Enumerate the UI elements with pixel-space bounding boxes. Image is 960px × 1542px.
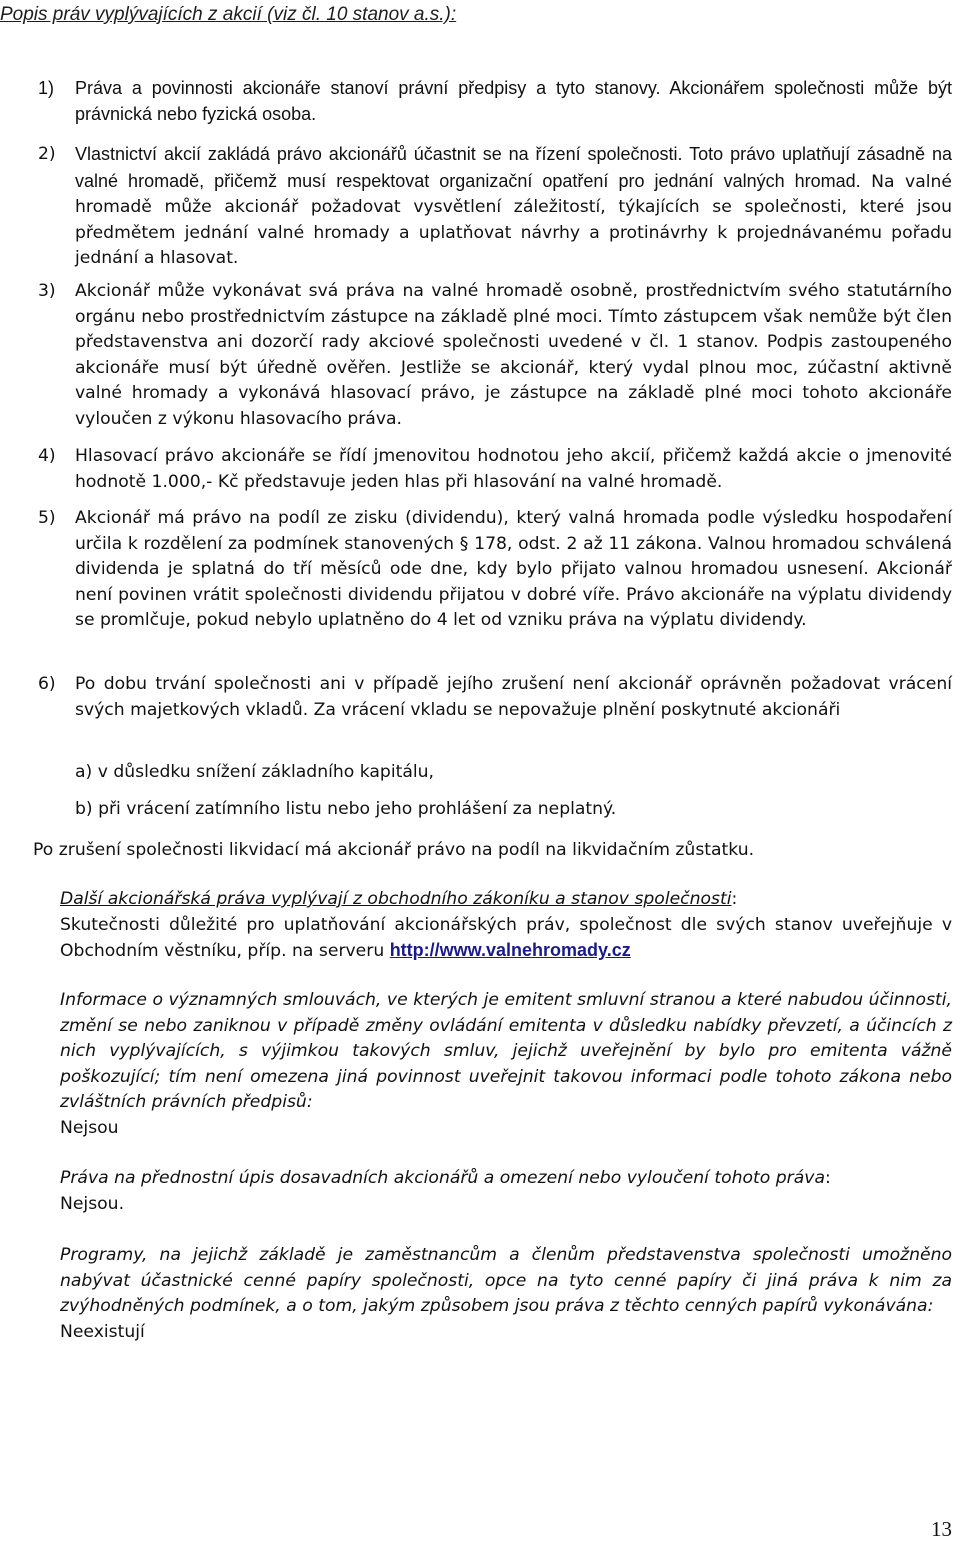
list-item-5 bbox=[38, 506, 952, 634]
further-rights-text: Skutečnosti důležité pro uplatňování akcionářských práv, společnost dle svých stanov uveřejňuje v Obchodním věstníku, příp. na serveru bbox=[60, 914, 952, 962]
item-number: 1) bbox=[38, 78, 55, 98]
preemption-section bbox=[60, 1166, 952, 1217]
page-heading: Popis práv vyplývajících z akcií (viz čl. 10 stanov a.s.): bbox=[0, 4, 457, 25]
item-number: 4) bbox=[38, 446, 56, 466]
item-text: Po dobu trvání společnosti ani v případě jejího zrušení není akcionář oprávněn požadovat vrácení svých majetkových vkladů. Za vrácení vkladu se nepovažuje plnění poskytnuté akcionáři bbox=[75, 674, 952, 720]
item-text-part-b: Na valné hromadě může akcionář požadovat vysvětlení záležitostí, týkajících se společnosti, které jsou předmětem jednání valné hromady a uplatňovat návrhy a protinávrhy k projednávanému pořadu jednání a hlasovat. bbox=[75, 171, 953, 269]
further-rights-colon: : bbox=[731, 889, 738, 909]
item-text: Práva a povinnosti akcionáře stanoví právní předpisy a tyto stanovy. Akcionářem společnosti může být právnická nebo fyzická osoba. bbox=[75, 78, 952, 124]
further-rights-title: Další akcionářská práva vyplývají z obchodního zákoníku a stanov společnosti bbox=[60, 889, 732, 909]
list-item-1 bbox=[38, 76, 952, 127]
item-text bbox=[75, 142, 952, 272]
item-text: Hlasovací právo akcionáře se řídí jmenovitou hodnotou jeho akcií, přičemž každá akcie o jmenovité hodnotě 1.000,- Kč představuje jeden hlas při hlasování na valné hromadě. bbox=[75, 446, 952, 492]
contracts-question: Informace o významných smlouvách, ve kterých je emitent smluvní stranou a které nabudou účinnosti, změní se nebo zaniknou v případě změny ovládání emitenta v důsledku nabídky převzetí, a účincích z nich vyplývajících, s výjimkou takových smluv, jejichž uveřejnění by bylo pro emitenta vážně poškozující; tím není omezena jiná povinnost uveřejnit takovou informaci podle tohoto zákona nebo zvláštních právních předpisů: bbox=[60, 990, 952, 1113]
list-item-4 bbox=[38, 444, 952, 495]
item-text-part-a: Vlastnictví akcií zakládá právo akcionářů účastnit se na řízení společnosti. Toto právo uplatňují zásadně na valné hromadě, přičemž musí respektovat organizační opatření pro jednání valných hromad. bbox=[75, 144, 952, 191]
contracts-answer: Nejsou bbox=[60, 1117, 119, 1138]
further-rights-section bbox=[60, 887, 952, 965]
programs-section bbox=[60, 1243, 952, 1345]
list-item-6 bbox=[38, 672, 952, 723]
programs-question: Programy, na jejichž základě je zaměstnancům a členům představenstva společnosti umožněno nabývat účastnické cenné papíry společnosti, opce na tyto cenné papíry či jiná práva k nim za zvýhodněných podmínek, a o tom, jakým způsobem jsou práva z těchto cenných papírů vykonávána: bbox=[60, 1245, 952, 1317]
page-number: 13 bbox=[931, 1517, 952, 1541]
sub-item-a: a) v důsledku snížení základního kapitálu, bbox=[75, 762, 435, 782]
item-number: 2) bbox=[38, 144, 56, 164]
preemption-colon: : bbox=[824, 1168, 831, 1188]
sub-item-b: b) při vrácení zatímního listu nebo jeho prohlášení za neplatný. bbox=[75, 799, 617, 819]
preemption-question: Práva na přednostní úpis dosavadních akcionářů a omezení nebo vyloučení tohoto práva bbox=[60, 1168, 825, 1188]
item-text: Akcionář má právo na podíl ze zisku (dividendu), který valná hromada podle výsledku hospodaření určila k rozdělení za podmínek stanovených § 178, odst. 2 až 11 zákona. Valnou hromadou schválená dividenda je splatná do tří měsíců ode dne, kdy bylo přijato valnou hromadou usnesení. Akcionář není povinen vrátit společnosti dividendu přijatou v dobré víře. Právo akcionáře na výplatu dividendy se promlčuje, pokud nebylo uplatněno do 4 let od vzniku práva na výplatu dividendy. bbox=[75, 508, 952, 631]
list-item-2 bbox=[38, 142, 952, 272]
programs-answer: Neexistují bbox=[60, 1321, 145, 1342]
liquidation-note: Po zrušení společnosti likvidací má akcionář právo na podíl na likvidačním zůstatku. bbox=[33, 840, 755, 860]
item-number: 6) bbox=[38, 674, 56, 694]
valnehromady-link[interactable]: http://www.valnehromady.cz bbox=[389, 940, 631, 961]
preemption-answer: Nejsou. bbox=[60, 1193, 125, 1214]
item-number: 3) bbox=[38, 281, 56, 301]
item-text: Akcionář může vykonávat svá práva na valné hromadě osobně, prostřednictvím svého statutárního orgánu nebo prostřednictvím zástupce na základě plné moci. Tímto zástupcem však nemůže být člen představenstva ani dozorčí rady akciové společnosti uvedené v čl. 1 stanov. Podpis zastoupeného akcionáře musí být úředně ověřen. Jestliže se akcionář, který vydal plnou moc, zúčastní aktivně valné hromady a vykonává hlasovací právo, je zástupce na základě plné moci tohoto akcionáře vyloučen z výkonu hlasovacího práva. bbox=[75, 281, 952, 429]
item-number: 5) bbox=[38, 508, 56, 528]
contracts-section bbox=[60, 988, 952, 1142]
list-item-3 bbox=[38, 279, 952, 433]
